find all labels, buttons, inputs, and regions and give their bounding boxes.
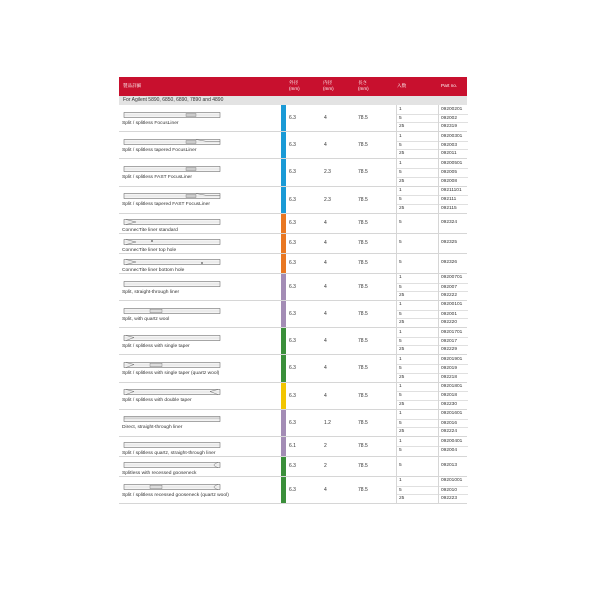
qty-value: 25: [397, 345, 439, 354]
qty-value: 25: [397, 400, 439, 409]
value-len: 78.5: [358, 392, 368, 399]
value-od: 6.1: [289, 443, 296, 450]
value-id: 4: [324, 365, 327, 372]
liner-description: Split / splitless tapered FAST FocusLiner: [122, 202, 210, 208]
value-len: 78.5: [358, 311, 368, 318]
color-code-strip: [281, 234, 286, 253]
liner-row: [119, 355, 467, 382]
liner-description: Split, with quartz wool: [122, 316, 170, 322]
value-id: 4: [324, 338, 327, 345]
value-len: 78.5: [358, 115, 368, 122]
qty-column: [396, 274, 439, 300]
part-number: 092220: [439, 318, 468, 327]
value-od: 6.3: [289, 220, 296, 227]
qty-value: 5: [397, 283, 439, 292]
liner-diagram: [122, 307, 222, 315]
qty-value: 5: [397, 446, 439, 455]
qty-value: 1: [399, 133, 402, 139]
qty-column: [396, 301, 439, 327]
header-id: 内径 (mm): [323, 80, 334, 91]
part-column: [438, 214, 468, 233]
part-number: 092230: [439, 400, 468, 409]
part-number: 092326: [441, 260, 458, 266]
qty-value: 5: [397, 486, 439, 495]
color-code-strip: [281, 410, 286, 436]
liner-icon: [122, 388, 222, 396]
part-number: 092019: [439, 364, 468, 373]
color-code-strip: [281, 214, 286, 233]
qty-value: 1: [399, 478, 402, 484]
liner-row: [119, 187, 467, 214]
part-number: 09201001: [441, 478, 463, 484]
qty-column: [396, 214, 439, 233]
liner-diagram: [122, 461, 222, 469]
liner-icon: [122, 192, 222, 200]
liner-icon: [122, 483, 222, 491]
liner-icon: [122, 361, 222, 369]
color-code-strip: [281, 159, 286, 185]
qty-value: 5: [397, 168, 439, 177]
liner-icon: [122, 165, 222, 173]
part-column: [438, 301, 468, 327]
qty-value: 5: [399, 220, 402, 226]
liner-diagram: [122, 388, 222, 396]
qty-value: 1: [399, 188, 402, 194]
part-column: [438, 105, 468, 131]
qty-column: [396, 132, 439, 158]
part-number: 092013: [441, 463, 458, 469]
part-number: 092007: [439, 283, 468, 292]
value-od: 6.3: [289, 311, 296, 318]
part-number: 092111: [439, 195, 468, 204]
part-number: 09201701: [441, 329, 463, 335]
liner-row: [119, 132, 467, 159]
value-id: 4: [324, 283, 327, 290]
qty-value: 1: [399, 438, 402, 444]
value-len: 78.5: [358, 220, 368, 227]
value-od: 6.3: [289, 283, 296, 290]
part-number: 092008: [439, 177, 468, 186]
liner-description: Split / splitless FocusLiner: [122, 120, 179, 126]
value-od: 6.3: [289, 169, 296, 176]
liner-icon: [122, 138, 222, 146]
part-column: [438, 410, 468, 436]
value-od: 6.3: [289, 463, 296, 470]
liner-icon: [122, 218, 222, 226]
part-number: 092010: [439, 486, 468, 495]
qty-value: 5: [397, 337, 439, 346]
liner-diagram: [122, 483, 222, 491]
color-code-strip: [281, 301, 286, 327]
value-od: 6.3: [289, 196, 296, 203]
liner-description: Split / splitless with single taper: [122, 343, 190, 349]
qty-value: 25: [397, 177, 439, 186]
liner-description: ConnecTite liner top hole: [122, 247, 177, 253]
value-id: 4: [324, 142, 327, 149]
part-column: [438, 132, 468, 158]
part-number: 092319: [439, 122, 468, 131]
part-number: 092218: [439, 373, 468, 382]
liner-row: [119, 105, 467, 132]
liner-diagram: [122, 361, 222, 369]
value-od: 6.3: [289, 260, 296, 267]
qty-column: [396, 383, 439, 409]
qty-column: [396, 187, 439, 213]
liner-description: Splitless with recessed gooseneck: [122, 471, 197, 477]
part-number: 09200101: [441, 302, 463, 308]
liner-row: [119, 477, 467, 504]
part-number: 092018: [439, 391, 468, 400]
liner-description: Split, straight-through liner: [122, 289, 180, 295]
value-id: 4: [324, 392, 327, 399]
qty-column: [396, 410, 439, 436]
part-number: 092016: [439, 419, 468, 428]
value-id: 2: [324, 463, 327, 470]
liner-icon: [122, 238, 222, 246]
part-column: [438, 477, 468, 503]
color-code-strip: [281, 437, 286, 456]
liner-description: Split / splitless recessed gooseneck (quartz wool): [122, 492, 229, 498]
value-len: 78.5: [358, 443, 368, 450]
qty-value: 1: [399, 275, 402, 281]
part-number: 092004: [439, 446, 468, 455]
liner-row: [119, 457, 467, 477]
part-column: [438, 437, 468, 456]
liner-diagram: [122, 192, 222, 200]
value-len: 78.5: [358, 486, 368, 493]
part-column: [438, 274, 468, 300]
liner-description: Split / splitless tapered FocusLiner: [122, 147, 197, 153]
liner-description: Split / splitless with single taper (quartz wool): [122, 371, 220, 377]
value-id: 4: [324, 115, 327, 122]
part-number: 09211101: [441, 188, 462, 194]
part-column: [438, 355, 468, 381]
table-header: [119, 77, 467, 96]
part-number: 09200301: [441, 133, 463, 139]
part-number: 092011: [439, 149, 468, 158]
liner-diagram: [122, 218, 222, 226]
value-od: 6.3: [289, 419, 296, 426]
header-description: 製品詳細: [123, 83, 142, 88]
liner-description: ConnecTite liner standard: [122, 227, 178, 233]
liner-diagram: [122, 415, 222, 423]
color-code-strip: [281, 274, 286, 300]
color-code-strip: [281, 355, 286, 381]
qty-column: [396, 328, 439, 354]
part-column: [438, 234, 468, 253]
liner-row: [119, 234, 467, 254]
part-column: [438, 328, 468, 354]
value-len: 78.5: [358, 283, 368, 290]
part-number: 092222: [439, 291, 468, 300]
color-code-strip: [281, 187, 286, 213]
liner-table: [119, 77, 467, 504]
value-id: 2: [324, 443, 327, 450]
color-code-strip: [281, 328, 286, 354]
value-od: 6.3: [289, 392, 296, 399]
part-number: 092001: [439, 310, 468, 319]
liner-row: [119, 410, 467, 437]
color-code-strip: [281, 254, 286, 273]
qty-value: 1: [399, 160, 402, 166]
qty-column: [396, 159, 439, 185]
table-body: [119, 105, 467, 504]
value-id: 4: [324, 260, 327, 267]
liner-row: [119, 274, 467, 301]
qty-value: 25: [397, 149, 439, 158]
qty-value: 1: [399, 106, 402, 112]
color-code-strip: [281, 457, 286, 476]
part-number: 092325: [441, 240, 458, 246]
value-id: 1.2: [324, 419, 331, 426]
value-id: 4: [324, 311, 327, 318]
part-column: [438, 457, 468, 476]
qty-value: 25: [397, 318, 439, 327]
qty-column: [396, 355, 439, 381]
part-number: 092003: [439, 141, 468, 150]
part-number: 09200701: [441, 275, 463, 281]
qty-value: 1: [399, 302, 402, 308]
part-number: 092017: [439, 337, 468, 346]
liner-diagram: [122, 280, 222, 288]
value-len: 78.5: [358, 419, 368, 426]
liner-description: Direct, straight-through liner: [122, 425, 183, 431]
part-number: 09200501: [441, 160, 463, 166]
value-od: 6.3: [289, 338, 296, 345]
qty-value: 5: [397, 419, 439, 428]
liner-description: Split / splitless with double taper: [122, 398, 192, 404]
value-id: 4: [324, 240, 327, 247]
part-column: [438, 254, 468, 273]
part-number: 092223: [439, 494, 468, 503]
value-od: 6.3: [289, 115, 296, 122]
qty-value: 5: [399, 463, 402, 469]
qty-column: [396, 477, 439, 503]
color-code-strip: [281, 105, 286, 131]
part-number: 09201601: [441, 411, 463, 417]
qty-value: 25: [397, 494, 439, 503]
liner-row: [119, 328, 467, 355]
part-column: [438, 187, 468, 213]
part-number: 092002: [439, 114, 468, 123]
liner-icon: [122, 461, 222, 469]
liner-diagram: [122, 441, 222, 449]
part-number: 09200401: [441, 438, 463, 444]
liner-diagram: [122, 138, 222, 146]
qty-value: 5: [399, 240, 402, 246]
qty-column: [396, 437, 439, 456]
liner-description: ConnecTite liner bottom hole: [122, 267, 185, 273]
qty-value: 1: [399, 384, 402, 389]
qty-column: [396, 105, 439, 131]
qty-value: 1: [399, 329, 402, 335]
liner-icon: [122, 111, 222, 119]
part-column: [438, 159, 468, 185]
value-id: 2.3: [324, 196, 331, 203]
liner-diagram: [122, 165, 222, 173]
qty-value: 5: [397, 364, 439, 373]
liner-row: [119, 437, 467, 457]
value-len: 78.5: [358, 260, 368, 267]
qty-value: 5: [397, 114, 439, 123]
part-number: 092115: [439, 204, 468, 213]
color-code-strip: [281, 477, 286, 503]
qty-value: 5: [397, 310, 439, 319]
qty-value: 25: [397, 291, 439, 300]
color-code-strip: [281, 383, 286, 409]
liner-row: [119, 214, 467, 234]
value-od: 6.3: [289, 365, 296, 372]
liner-icon: [122, 334, 222, 342]
value-id: 4: [324, 486, 327, 493]
part-number: 09201901: [441, 356, 463, 362]
value-len: 78.5: [358, 196, 368, 203]
liner-row: [119, 159, 467, 186]
liner-icon: [122, 415, 222, 423]
qty-value: 5: [397, 391, 439, 400]
liner-diagram: [122, 334, 222, 342]
qty-column: [396, 254, 439, 273]
value-len: 78.5: [358, 338, 368, 345]
qty-value: 25: [397, 427, 439, 436]
value-len: 78.5: [358, 142, 368, 149]
liner-icon: [122, 280, 222, 288]
value-len: 78.5: [358, 240, 368, 247]
value-len: 78.5: [358, 365, 368, 372]
qty-column: [396, 457, 439, 476]
qty-value: 25: [397, 204, 439, 213]
qty-value: 25: [397, 122, 439, 131]
value-len: 78.5: [358, 463, 368, 470]
qty-value: 1: [399, 356, 402, 362]
value-len: 78.5: [358, 169, 368, 176]
liner-diagram: [122, 238, 222, 246]
qty-value: 1: [399, 411, 402, 417]
liner-icon: [122, 441, 222, 449]
liner-row: [119, 383, 467, 410]
liner-row: [119, 254, 467, 274]
value-id: 4: [324, 220, 327, 227]
liner-icon: [122, 307, 222, 315]
part-number: 09201801: [441, 384, 463, 389]
liner-diagram: [122, 111, 222, 119]
liner-row: [119, 301, 467, 328]
part-number: 092324: [441, 220, 458, 226]
qty-value: 25: [397, 373, 439, 382]
qty-value: 5: [399, 260, 402, 266]
header-od: 外径 (mm): [289, 80, 300, 91]
liner-description: Split / splitless quartz, straight-through liner: [122, 451, 216, 457]
qty-column: [396, 234, 439, 253]
value-od: 6.3: [289, 142, 296, 149]
header-length: 長さ (mm): [358, 80, 369, 91]
value-id: 2.3: [324, 169, 331, 176]
part-number: 092005: [439, 168, 468, 177]
header-qty: 入数: [397, 83, 407, 88]
color-code-strip: [281, 132, 286, 158]
value-od: 6.3: [289, 486, 296, 493]
table-subheader: For Agilent 5890, 6850, 6890, 7890 and 4890: [119, 96, 467, 105]
part-number: 092224: [439, 427, 468, 436]
qty-value: 5: [397, 195, 439, 204]
liner-icon: [122, 258, 222, 266]
value-od: 6.3: [289, 240, 296, 247]
liner-description: Split / splitless FAST FocusLiner: [122, 175, 193, 181]
part-number: 092229: [439, 345, 468, 354]
part-number: 09200201: [441, 106, 463, 112]
liner-diagram: [122, 258, 222, 266]
qty-value: 5: [397, 141, 439, 150]
part-column: [438, 383, 468, 409]
header-part: Part no.: [441, 83, 458, 88]
